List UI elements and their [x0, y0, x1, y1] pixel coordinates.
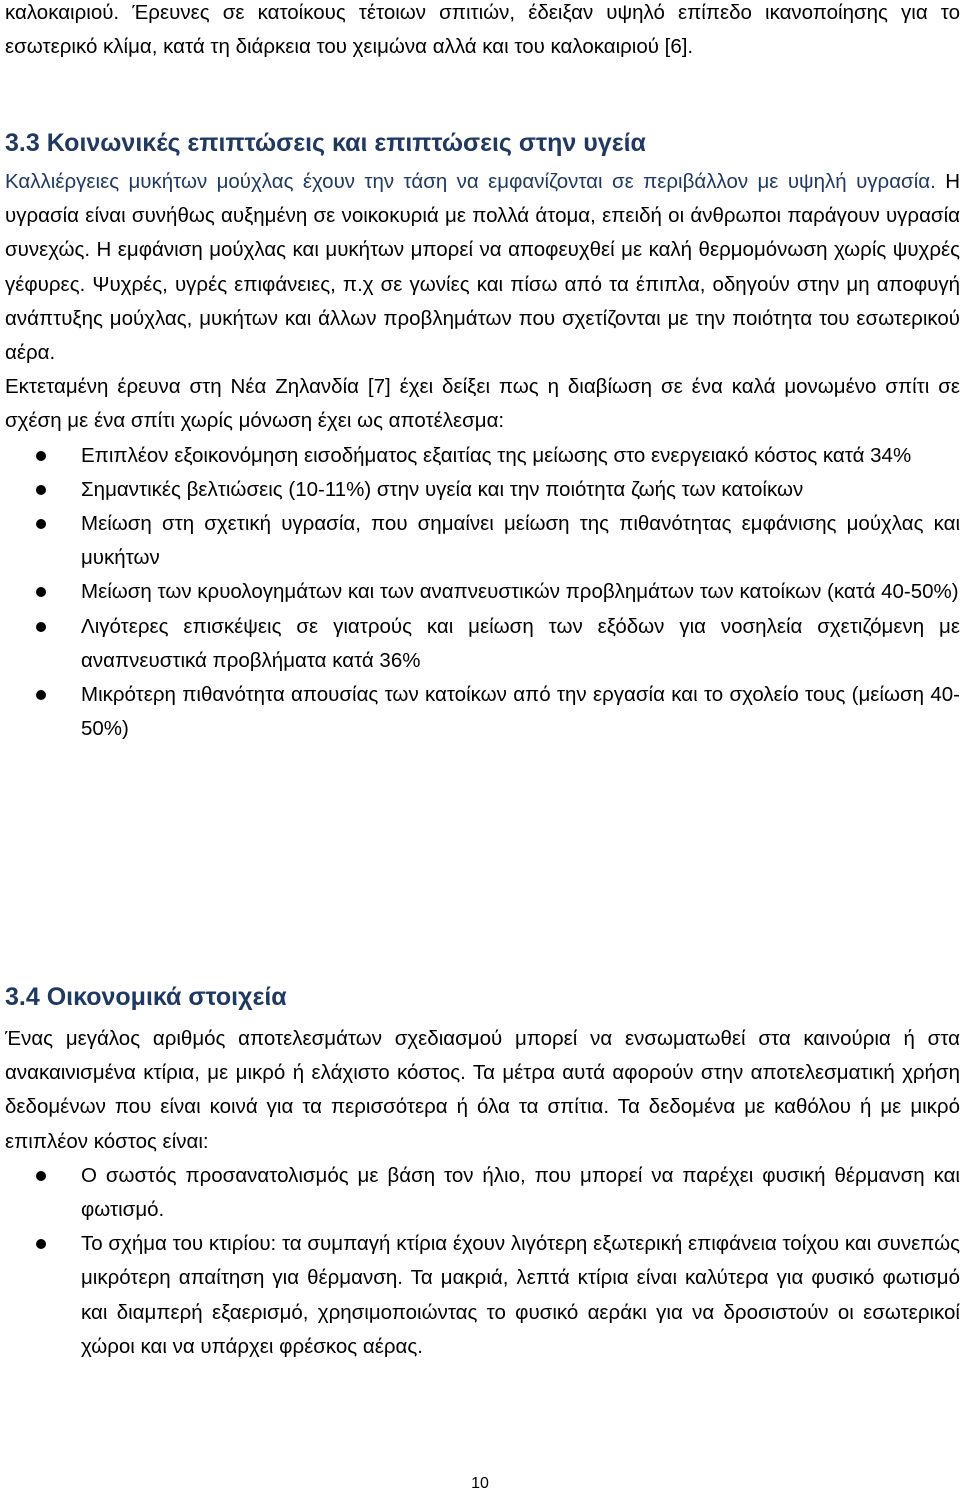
section-heading-3-3: 3.3 Κοινωνικές επιπτώσεις και επιπτώσεις στην υγεία — [5, 129, 646, 157]
section-heading-3-4: 3.4 Οικονομικά στοιχεία — [5, 983, 287, 1011]
economics-list — [5, 1159, 960, 1364]
bullet-icon — [36, 1171, 46, 1181]
health-paragraph-highlight: Καλλιέργειες μυκήτων μούχλας έχουν την τάση να εμφανίζονται σε περιβάλλον με υψηλή υγρασία. — [5, 170, 936, 193]
bullet-icon — [36, 622, 46, 632]
health-paragraph — [5, 165, 960, 370]
intro-paragraph: καλοκαιριού. Έρευνες σε κατοίκους τέτοιων σπιτιών, έδειξαν υψηλό επίπεδο ικανοποίησης για το εσωτερικό κλίμα, κατά τη διάρκεια του χειμώνα αλλά και του καλοκαιριού [6]. — [5, 1, 960, 59]
bullet-icon — [36, 690, 46, 700]
section-3-4 — [5, 980, 960, 1364]
list-item: Το σχήμα του κτιρίου: τα συμπαγή κτίρια έχουν λιγότερη εξωτερική επιφάνεια τοίχου και συνεπώς μικρότερη απαίτηση για θέρμανση. Τα μακριά, λεπτά κτίρια είναι καλύτερα για φυσικό φωτισμό και διαμπερή εξαερισμό, χρησιμοποιώντας το φυσικό αεράκι για να δροσιστούν οι εσωτερικοί χώροι και να υπάρχει φρέσκος αέρας. — [5, 1227, 960, 1364]
list-item: Μείωση των κρυολογημάτων και των αναπνευστικών προβλημάτων των κατοίκων (κατά 40-50%) — [5, 575, 960, 609]
bullet-icon — [36, 587, 46, 597]
health-benefits-list — [5, 439, 960, 747]
bullet-icon — [36, 485, 46, 495]
new-zealand-paragraph: Εκτεταμένη έρευνα στη Νέα Ζηλανδία [7] έχει δείξει πως η διαβίωση σε ένα καλά μονωμένο σπίτι σε σχέση με ένα σπίτι χωρίς μόνωση έχει ως αποτέλεσμα: — [5, 375, 960, 433]
list-item: Σημαντικές βελτιώσεις (10-11%) στην υγεία και την ποιότητα ζωής των κατοίκων — [5, 473, 960, 507]
health-paragraph-body: Η υγρασία είναι συνήθως αυξημένη σε νοικοκυριά με πολλά άτομα, επειδή οι άνθρωποι παράγουν υγρασία συνεχώς. Η εμφάνιση μούχλας και μυκήτων μπορεί να αποφευχθεί με καλή θερμομόνωση χωρίς ψυχρές γέφυρες. Ψυχρές, υγρές επιφάνειες, π.χ σε γωνίες και πίσω από τα έπιπλα, οδηγούν στην μη αποφυγή ανάπτυξης μούχλας, μυκήτων και άλλων προβλημάτων που σχετίζονται με την ποιότητα του εσωτερικού αέρα. — [5, 170, 960, 365]
bullet-icon — [36, 1239, 46, 1249]
section-3-3 — [5, 126, 960, 746]
page-number: 10 — [471, 1475, 489, 1492]
bullet-icon — [36, 451, 46, 461]
list-item: Μικρότερη πιθανότητα απουσίας των κατοίκων από την εργασία και το σχολείο τους (μείωση 40-50%) — [5, 678, 960, 746]
list-item: Ο σωστός προσανατολισμός με βάση τον ήλιο, που μπορεί να παρέχει φυσική θέρμανση και φωτισμό. — [5, 1159, 960, 1227]
list-item: Μείωση στη σχετική υγρασία, που σημαίνει μείωση της πιθανότητας εμφάνισης μούχλας και μυκήτων — [5, 507, 960, 575]
economics-paragraph: Ένας μεγάλος αριθμός αποτελεσμάτων σχεδιασμού μπορεί να ενσωματωθεί στα καινούρια ή στα ανακαινισμένα κτίρια, με μικρό ή ελάχιστο κόστος. Τα μέτρα αυτά αφορούν στην αποτελεσματική χρήση δεδομένων που είναι κοινά για τα περισσότερα ή όλα τα σπίτια. Τα δεδομένα με καθόλου ή με μικρό επιπλέον κόστος είναι: — [5, 1027, 960, 1153]
list-item: Επιπλέον εξοικονόμηση εισοδήματος εξαιτίας της μείωσης στο ενεργειακό κόστος κατά 34% — [5, 439, 960, 473]
bullet-icon — [36, 519, 46, 529]
list-item: Λιγότερες επισκέψεις σε γιατρούς και μείωση των εξόδων για νοσηλεία σχετιζόμενη με αναπνευστικά προβλήματα κατά 36% — [5, 610, 960, 678]
